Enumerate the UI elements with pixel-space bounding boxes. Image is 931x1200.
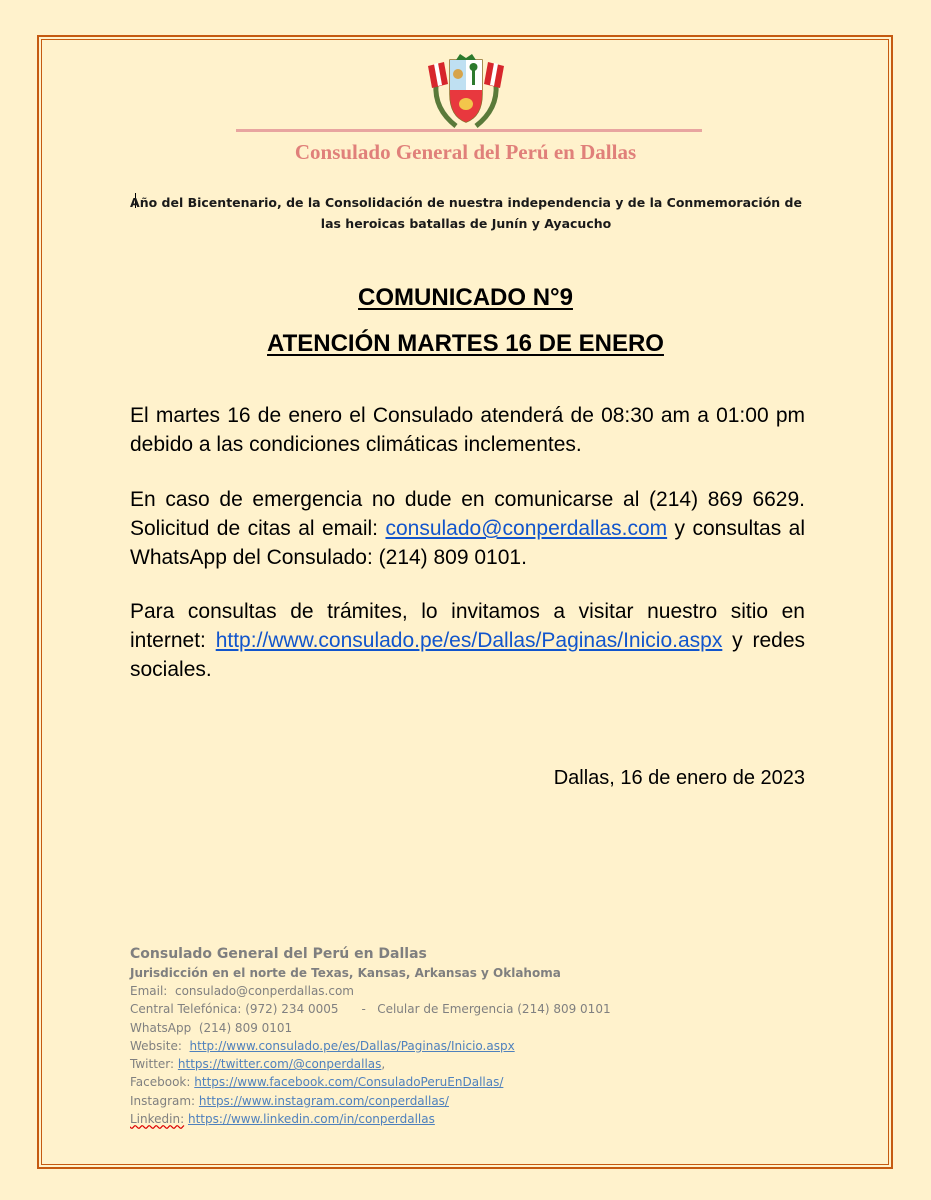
footer-email-label: Email: (130, 984, 168, 998)
footer-twitter-link[interactable]: https://twitter.com/@conperdallas (177, 1057, 382, 1072)
paragraph-website-text: Para consultas de trámites, lo invitamos a visitar nuestro sitio en internet: (130, 600, 805, 652)
peru-coat-of-arms-icon (426, 54, 506, 130)
year-motto-line2: las heroicas batallas de Junín y Ayacucho (320, 216, 612, 231)
paragraph-contact (130, 485, 805, 572)
paragraph-website (130, 597, 805, 684)
website-link[interactable]: http://www.consulado.pe/es/Dallas/Paginas/Inicio.aspx (215, 629, 723, 652)
footer-title: Consulado General del Perú en Dallas (130, 946, 427, 962)
footer-facebook-link[interactable]: https://www.facebook.com/ConsuladoPeruEnDallas/ (194, 1075, 504, 1090)
paragraph-contact-text: En caso de emergencia no dude en comunicarse al (214) 869 6629. Solicitud de citas al email: (130, 488, 805, 540)
header-rule (236, 129, 702, 132)
consulate-title: Consulado General del Perú en Dallas (294, 140, 637, 164)
date-line: Dallas, 16 de enero de 2023 (553, 767, 805, 789)
footer-website-link[interactable]: http://www.consulado.pe/es/Dallas/Paginas/Inicio.aspx (189, 1038, 515, 1053)
notice-title: COMUNICADO N°9 (358, 284, 573, 311)
footer-instagram-line (130, 1092, 770, 1110)
footer-website-line (130, 1037, 770, 1055)
footer-facebook-line (130, 1073, 770, 1091)
year-motto-line1: Año del Bicentenario, de la Consolidación de nuestra independencia y de la Conmemoración de (130, 195, 802, 210)
year-motto (130, 192, 802, 234)
footer-linkedin-line (130, 1110, 770, 1128)
footer-instagram-label: Instagram: (130, 1093, 196, 1108)
footer-linkedin-label: Linkedin: (130, 1112, 185, 1127)
paragraph-website-text-end: y redes sociales. (130, 629, 805, 681)
footer-instagram-link[interactable]: https://www.instagram.com/conperdallas/ (198, 1093, 449, 1108)
footer-facebook-label: Facebook: (130, 1075, 191, 1090)
footer-twitter-line (130, 1055, 770, 1073)
footer-linkedin-link[interactable]: https://www.linkedin.com/in/conperdallas (187, 1112, 435, 1127)
footer-jurisdiction: Jurisdicción en el norte de Texas, Kansas, Arkansas y Oklahoma (130, 966, 561, 980)
footer-website-label: Website: (130, 1038, 182, 1053)
footer-whatsapp-line: WhatsApp (214) 809 0101 (130, 1020, 293, 1035)
footer-twitter-suffix: , (381, 1057, 386, 1072)
notice-subtitle: ATENCIÓN MARTES 16 DE ENERO (267, 330, 664, 357)
email-link[interactable]: consulado@conperdallas.com (385, 517, 668, 540)
footer-phone-line: Central Telefónica: (972) 234 0005 - Celular de Emergencia (214) 809 0101 (130, 1002, 611, 1017)
footer-twitter-label: Twitter: (130, 1057, 175, 1072)
footer-email: consulado@conperdallas.com (174, 984, 354, 998)
paragraph-hours: El martes 16 de enero el Consulado atenderá de 08:30 am a 01:00 pm debido a las condiciones climáticas inclementes. (130, 404, 805, 456)
paragraph-contact-text-end: y consultas al WhatsApp del Consulado: (214) 809 0101. (130, 517, 805, 569)
footer-email-line (130, 982, 770, 1000)
footer-contact-block (130, 944, 770, 1128)
